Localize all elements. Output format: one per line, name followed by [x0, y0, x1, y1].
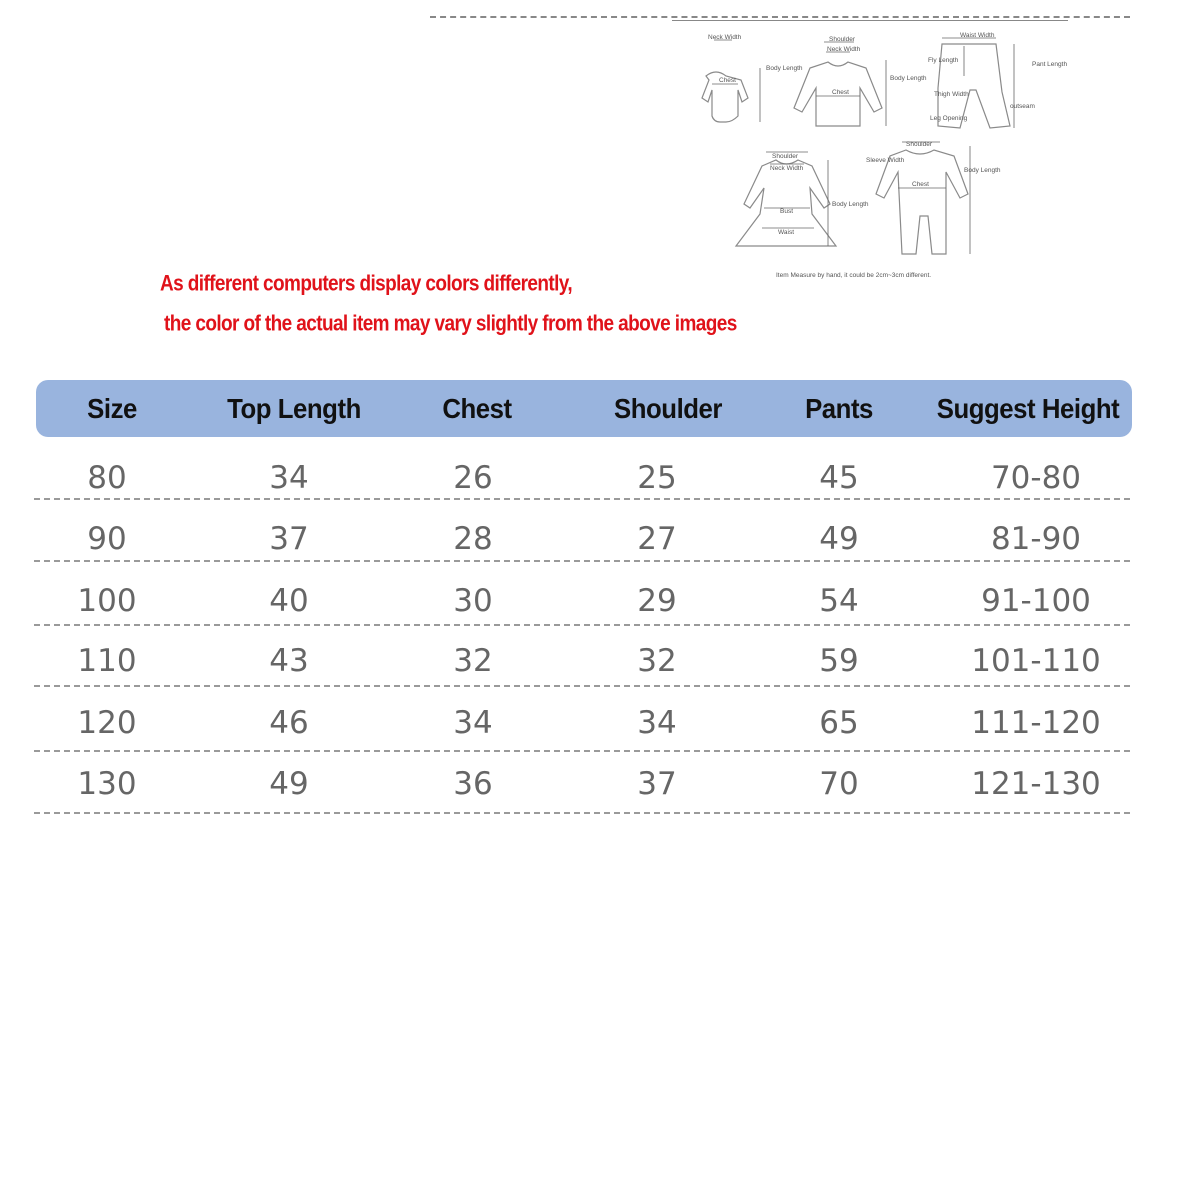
top-divider [430, 16, 1130, 18]
row-divider [34, 560, 1130, 562]
table-cell: 26 [453, 460, 493, 496]
table-cell: 32 [637, 643, 677, 679]
color-notice-line-2: the color of the actual item may vary slightly from the above images [164, 312, 737, 337]
color-notice-line-1: As different computers display colors differently, [160, 272, 573, 297]
header-top-length: Top Length [227, 393, 361, 424]
table-cell: 28 [453, 521, 493, 557]
header-shoulder: Shoulder [614, 393, 722, 424]
header-size: Size [87, 393, 137, 424]
table-cell: 27 [637, 521, 677, 557]
svg-text:Body Length: Body Length [766, 65, 803, 72]
table-cell: 121-130 [971, 766, 1101, 802]
header-suggest-height: Suggest Height [936, 393, 1120, 424]
tee-figure [794, 36, 927, 126]
table-cell: 100 [77, 583, 137, 619]
svg-text:Bust: Bust [780, 208, 794, 215]
svg-text:Body Length: Body Length [832, 201, 869, 208]
romper-figure [866, 141, 1001, 254]
svg-text:Waist Width: Waist Width [960, 32, 995, 39]
table-cell: 65 [819, 705, 859, 741]
table-cell: 54 [819, 583, 859, 619]
row-divider [34, 812, 1130, 814]
row-divider [34, 750, 1130, 752]
svg-text:Chest: Chest [832, 89, 849, 96]
table-cell: 90 [87, 521, 127, 557]
svg-text:Fly Length: Fly Length [928, 57, 959, 64]
svg-text:Shoulder: Shoulder [772, 153, 799, 160]
table-cell: 110 [77, 643, 137, 679]
table-cell: 40 [269, 583, 309, 619]
measurement-diagram [676, 28, 1096, 290]
table-cell: 120 [77, 705, 137, 741]
table-cell: 37 [269, 521, 309, 557]
dress-figure [736, 152, 869, 246]
table-cell: 30 [453, 583, 493, 619]
svg-text:Sleeve Width: Sleeve Width [866, 157, 905, 164]
table-cell: 80 [87, 460, 127, 496]
top-divider-solid [672, 20, 1068, 21]
table-cell: 81-90 [990, 521, 1082, 557]
svg-text:Pant Length: Pant Length [1032, 61, 1068, 68]
svg-text:Shoulder: Shoulder [829, 36, 856, 43]
row-divider [34, 498, 1130, 500]
svg-text:Waist: Waist [778, 229, 795, 236]
bodysuit-figure [702, 34, 803, 122]
table-cell: 34 [637, 705, 677, 741]
table-cell: 70 [819, 766, 859, 802]
svg-text:Thigh Width: Thigh Width [934, 91, 969, 98]
table-cell: 91-100 [981, 583, 1091, 619]
table-cell: 101-110 [971, 643, 1101, 679]
table-cell: 49 [819, 521, 859, 557]
table-cell: 32 [453, 643, 493, 679]
table-cell: 59 [819, 643, 859, 679]
row-divider [34, 624, 1130, 626]
svg-text:Neck Width: Neck Width [770, 165, 804, 172]
table-cell: 45 [819, 460, 859, 496]
table-cell: 46 [269, 705, 309, 741]
table-cell: 43 [269, 643, 309, 679]
svg-text:Body Length: Body Length [890, 75, 927, 82]
table-cell: 25 [637, 460, 677, 496]
svg-text:Neck Width: Neck Width [827, 46, 861, 53]
table-cell: 34 [453, 705, 493, 741]
table-cell: 130 [77, 766, 137, 802]
svg-text:Shoulder: Shoulder [906, 141, 933, 148]
table-cell: 70-80 [990, 460, 1082, 496]
svg-text:Neck Width: Neck Width [708, 34, 742, 41]
table-cell: 36 [453, 766, 493, 802]
row-divider [34, 685, 1130, 687]
measurement-diagram-svg [676, 28, 1096, 290]
diagram-caption: Item Measure by hand, it could be 2cm~3cm different. [776, 272, 932, 279]
svg-text:Leg Opening: Leg Opening [930, 115, 968, 122]
svg-text:Body Length: Body Length [964, 167, 1001, 174]
table-cell: 34 [269, 460, 309, 496]
header-chest: Chest [442, 393, 512, 424]
table-cell: 37 [637, 766, 677, 802]
table-cell: 29 [637, 583, 677, 619]
svg-text:outseam: outseam [1010, 103, 1035, 110]
svg-text:Chest: Chest [719, 77, 736, 84]
header-pants: Pants [805, 393, 873, 424]
table-cell: 111-120 [971, 705, 1101, 741]
pants-figure [928, 32, 1067, 128]
table-cell: 49 [269, 766, 309, 802]
svg-text:Chest: Chest [912, 181, 929, 188]
